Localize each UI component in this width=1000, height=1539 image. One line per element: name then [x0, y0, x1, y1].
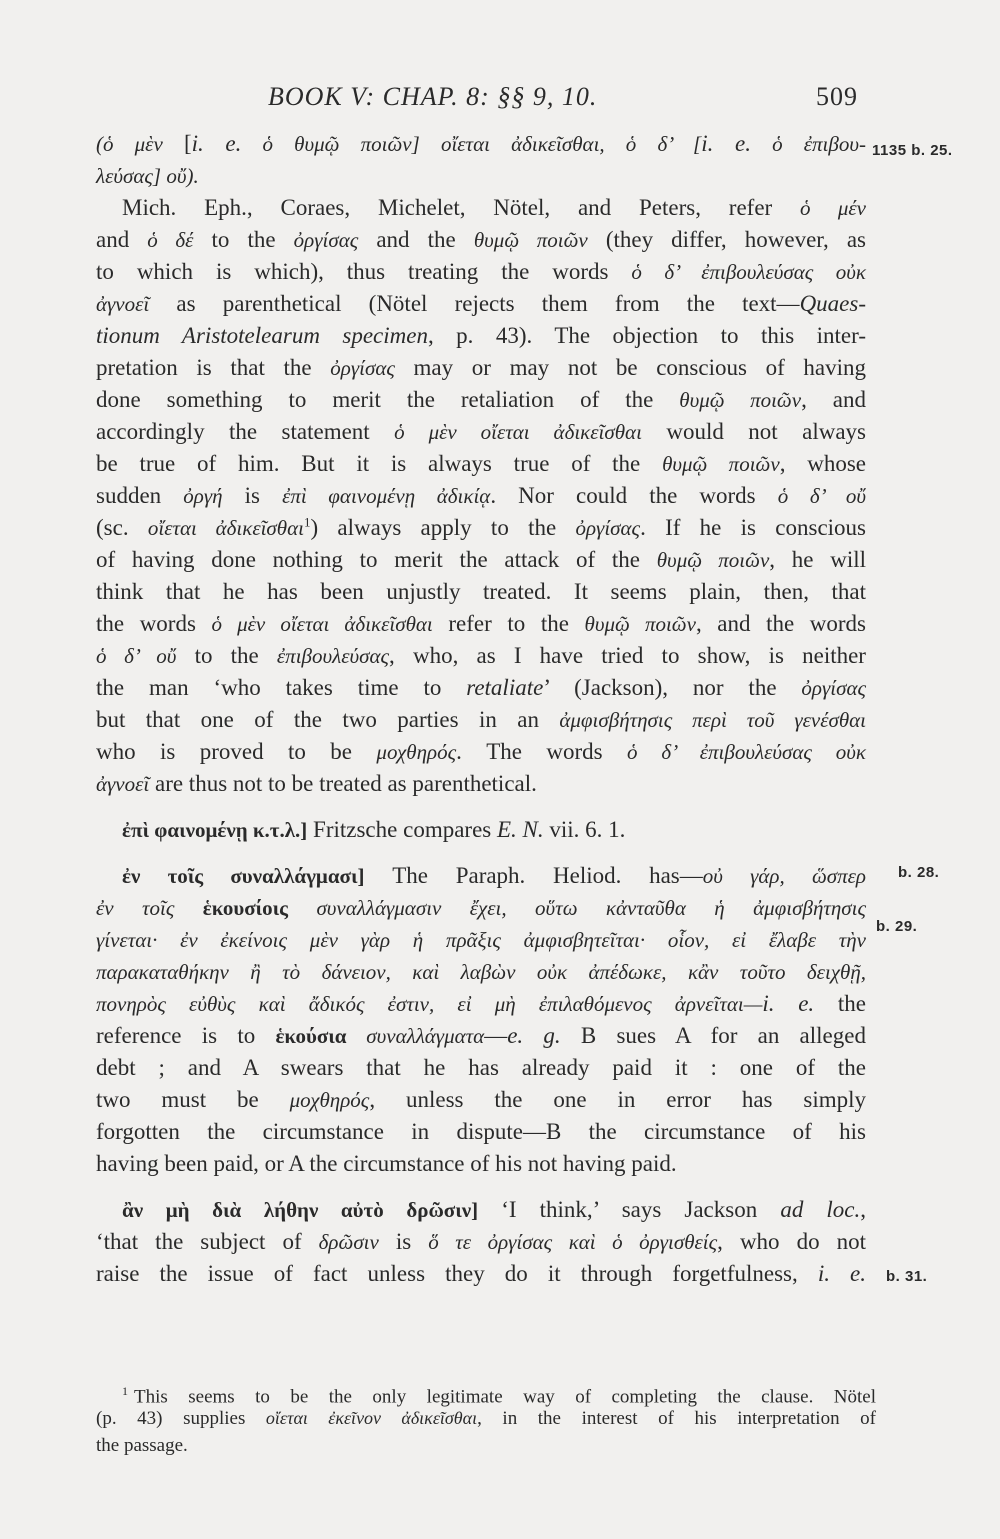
text-line: ἐν τοῖς ἑκουσίοις συναλλάγμασιν ἔχει, οὕτω κἀνταῦθα ἡ ἀμφισβήτησις	[96, 896, 867, 920]
text-line: debt ; and A swears that he has already paid it : one of the	[96, 1055, 866, 1080]
text-line: πονηρὸς εὐθὺς καὶ ἄδικός ἐστιν, εἰ μὴ ἐπιλαθόμενος ἀρνεῖται—i. e. the	[96, 991, 866, 1016]
spacer	[96, 1180, 866, 1194]
text-line: Mich. Eph., Coraes, Michelet, Nötel, and Peters, refer ὁ μέν	[122, 195, 866, 220]
page-number: 509	[816, 82, 858, 111]
lemma: ἂν μὴ διὰ λήθην αὐτὸ δρῶσιν]	[122, 1198, 479, 1222]
footnote-line: (p. 43) supplies οἴεται ἐκεῖνον ἀδικεῖσθαι, in the interest of his interpretation of	[96, 1408, 876, 1429]
text-line: sudden ὀργή is ἐπὶ φαινομένῃ ἀδικίᾳ. Nor could the words ὁ δ’ οὔ	[96, 483, 866, 508]
footnote-line: $^1$ This seems to be the only legitimate way of completing the clause. Nötel	[122, 1384, 876, 1408]
footnote-line: the passage.	[96, 1435, 188, 1456]
text-line: to which is which), thus treating the words ὁ δ’ ἐπιβουλεύσας οὐκ	[96, 259, 866, 284]
text-line: tionum Aristotelearum specimen, p. 43). The objection to this inter-	[96, 323, 866, 348]
spacer	[96, 800, 866, 814]
text-line: think that he has been unjustly treated. It seems plain, then, that	[96, 579, 866, 604]
text-line: and ὁ δέ to the ὀργίσας and the θυμῷ ποιῶν (they differ, however, as	[96, 227, 867, 252]
margin-ref-b28: b. 28.	[898, 864, 940, 881]
text-line: but that one of the two parties in an ἀμφισβήτησις περὶ τοῦ γενέσθαι	[96, 707, 866, 732]
text-line: λεύσας] οὔ).	[96, 164, 199, 188]
text-line: raise the issue of fact unless they do it through forgetfulness, i. e.	[96, 1261, 866, 1286]
page-header	[268, 82, 868, 122]
footnote-ref: 1	[303, 514, 311, 530]
text-line: the words ὁ μὲν οἴεται ἀδικεῖσθαι refer to the θυμῷ ποιῶν, and the words	[96, 611, 867, 636]
text-line: forgotten the circumstance in dispute—B the circumstance of his	[96, 1119, 866, 1144]
margin-ref-1135b25: 1135 b. 25.	[872, 142, 953, 159]
margin-ref-b29: b. 29.	[876, 918, 918, 935]
text-line: γίνεται· ἐν ἐκείνοις μὲν γὰρ ἡ πρᾶξις ἀμφισβητεῖται· οἷον, εἰ ἔλαβε τὴν	[96, 928, 866, 952]
text-line: (sc. οἴεται ἀδικεῖσθαι$^1$) always apply to the ὀργίσας. If he is conscious	[96, 514, 866, 540]
footnote	[96, 1378, 876, 1459]
footnote-mark: 1	[122, 1384, 128, 1398]
text-line: accordingly the statement ὁ μὲν οἴεται ἀδικεῖσθαι would not always	[96, 419, 866, 444]
margin-ref-b31: b. 31.	[886, 1268, 928, 1285]
text-line: ἀγνοεῖ as parenthetical (Nötel rejects them from the text—Quaes-	[96, 291, 866, 316]
text-line: done something to merit the retaliation of the θυμῷ ποιῶν, and	[96, 387, 867, 412]
text-line: two must be μοχθηρός, unless the one in error has simply	[96, 1087, 866, 1112]
text-line: reference is to ἑκούσια συναλλάγματα—e. g. B sues A for an alleged	[96, 1023, 866, 1048]
lemma: ἐν τοῖς συναλλάγμασι]	[122, 864, 365, 888]
text-line: ἐπὶ φαινομένῃ κ.τ.λ.] Fritzsche compares E. N. vii. 6. 1.	[122, 817, 626, 842]
running-head: BOOK V: CHAP. 8: §§ 9, 10.	[268, 82, 598, 111]
text-line: ‘that the subject of δρῶσιν is ὅ τε ὀργίσας καὶ ὁ ὀργισθείς, who do not	[96, 1229, 866, 1254]
text-line: having been paid, or A the circumstance of his not having paid.	[96, 1151, 677, 1176]
text-line: ἂν μὴ διὰ λήθην αὐτὸ δρῶσιν] ‘I think,’ says Jackson ad loc.,	[122, 1197, 867, 1222]
text-line: ἐν τοῖς συναλλάγμασι] The Paraph. Heliod. has—οὐ γάρ, ὥσπερ	[122, 863, 867, 888]
text-line: ὁ δ’ οὔ to the ἐπιβουλεύσας, who, as I have tried to show, is neither	[96, 643, 866, 668]
text-line: be true of him. But it is always true of the θυμῷ ποιῶν, whose	[96, 451, 866, 476]
text-line: pretation is that the ὀργίσας may or may not be conscious of having	[96, 355, 866, 380]
text-line: who is proved to be μοχθηρός. The words ὁ δ’ ἐπιβουλεύσας οὐκ	[96, 739, 866, 764]
text-line: of having done nothing to merit the attack of the θυμῷ ποιῶν, he will	[96, 547, 866, 572]
text-line: (ὁ μὲν [i. e. ὁ θυμῷ ποιῶν] οἴεται ἀδικεῖσθαι, ὁ δ’ [i. e. ὁ ἐπιβου-	[96, 131, 866, 156]
text-line: παρακαταθήκην ἢ τὸ δάνειον, καὶ λαβὼν οὐκ ἀπέδωκε, κἂν τοῦτο δειχθῇ,	[96, 960, 866, 984]
main-text	[96, 128, 866, 1290]
spacer	[96, 846, 866, 860]
text-line: the man ‘who takes time to retaliate’ (Jackson), nor the ὀργίσας	[96, 675, 866, 700]
lemma: ἐπὶ φαινομένῃ κ.τ.λ.]	[122, 818, 308, 842]
text-line: ἀγνοεῖ are thus not to be treated as parenthetical.	[96, 771, 537, 796]
